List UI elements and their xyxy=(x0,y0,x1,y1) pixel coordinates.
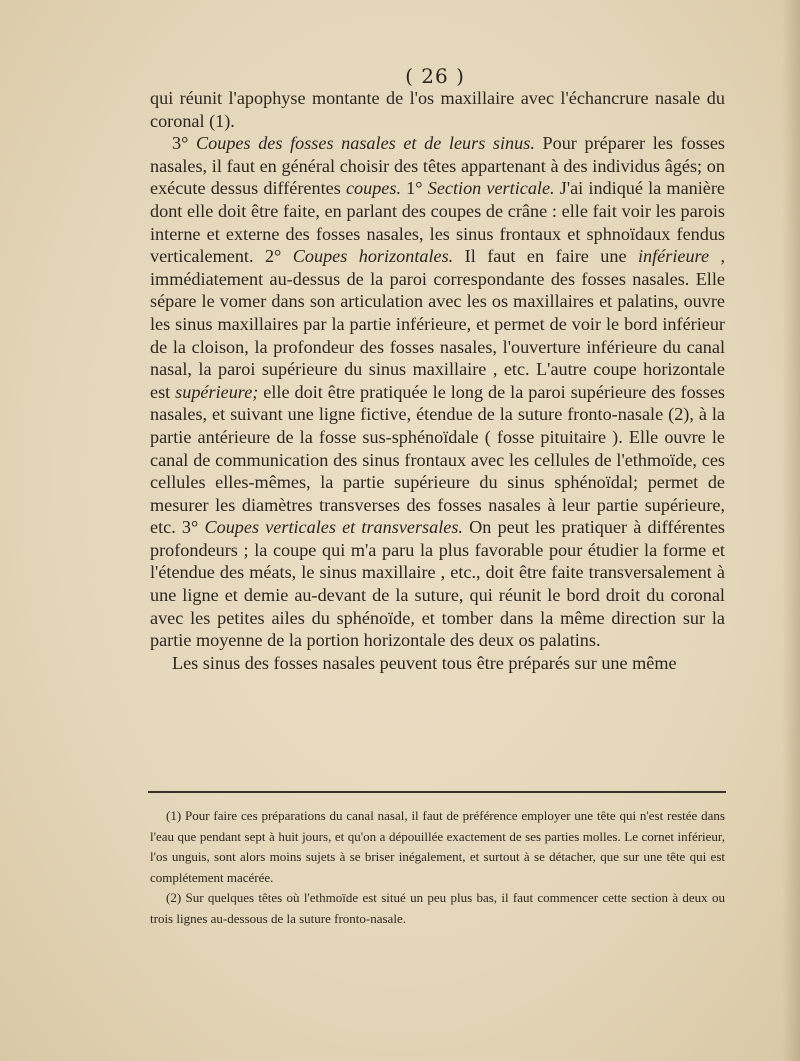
text-run: elle doit être pratiquée le long de la paroi supérieure des fosses nasales, et suivant une ligne fictive, étendue de la suture fronto-nasale (2), à la partie antérieure de la fosse sus-sphénoïdale ( fosse pituitaire ). Elle ouvre le canal de communication des sinus frontaux avec les cellules de l'ethmoïde, ces cellules elles-mêmes, la partie supérieure du sinus sphénoïdal; permet de mesurer les diamètres transverses des fosses nasales à leur partie supérieure, etc. 3° xyxy=(150,381,725,538)
italic-term-section-verticale: Section verticale. xyxy=(427,178,555,199)
text-run: J'ai indiqué la manière dont elle doit être faite, en parlant des coupes de crâne : elle fait voir les parois interne et externe des fosses nasales, les sinus frontaux et sphnoïdaux fendus verticalement. 2° xyxy=(150,178,725,267)
page-edge-shadow xyxy=(782,0,800,1061)
text-run: 3° xyxy=(172,133,196,154)
italic-term-superieure: supérieure; xyxy=(175,381,259,402)
text-run: On peut les pratiquer à différentes profondeurs ; la coupe qui m'a paru la plus favorable pour étudier la forme et l'étendue des méats, le sinus maxillaire , etc., doit être faite transversalement à une ligne et demie au-devant de la suture, qui réunit le bord droit du coronal avec les petites ailes du sphénoïde, et tomber dans la même direction sur la partie moyenne de la portion horizontale des deux os palatins. xyxy=(150,517,725,651)
footnote-separator xyxy=(148,791,726,793)
page-number: ( 26 ) xyxy=(405,64,465,88)
text-run: Il faut en faire une xyxy=(453,246,638,267)
paragraph-sinus: Les sinus des fosses nasales peuvent tous être préparés sur une même xyxy=(172,652,677,673)
footnote-1: (1) Pour faire ces préparations du canal nasal, il faut de préférence employer une tête qui n'est restée dans l'eau que pendant sept à huit jours, et qu'on a dépouillée exactement de ses parties molles. Le cornet inférieur, l'os unguis, sont alors moins sujets à se briser inégalement, et surtout à se détacher, que sur une tête qui est complétement macérée. xyxy=(150,808,725,885)
text-run: 1° xyxy=(401,178,428,199)
italic-term-coupes: coupes. xyxy=(345,178,402,199)
text-run: Pour préparer les fosses nasales, il faut en général choisir des têtes appartenant à des individus âgés; on exécute dessus différentes xyxy=(150,133,725,199)
footnote-2: (2) Sur quelques têtes où l'ethmoïde est situé un peu plus bas, il faut commencer cette section à deux ou trois lignes au-dessous de la suture fronto-nasale. xyxy=(150,890,725,926)
italic-term-coupes-verticales: Coupes verticales et transversales. xyxy=(204,517,463,538)
paragraph-coupes-fosses-nasales xyxy=(150,132,725,652)
italic-term-inferieure: inférieure , xyxy=(637,246,725,267)
italic-term-coupes-horizontales: Coupes horizontales. xyxy=(292,246,454,267)
italic-heading-coupes: Coupes des fosses nasales et de leurs sinus. xyxy=(196,133,535,154)
main-text xyxy=(150,87,725,674)
text-run: immédiatement au-dessus de la paroi correspondante des fosses nasales. Elle sépare le vomer dans son articulation avec les os maxillaires et palatins, ouvre les sinus maxillaires par la partie inférieure, et permet de voir le bord inférieur de la cloison, la profondeur des fosses nasales, l'ouverture inférieure du canal nasal, la paroi supérieure du sinus maxillaire , etc. L'autre coupe horizontale est xyxy=(150,268,725,402)
paragraph-continuation: qui réunit l'apophyse montante de l'os maxillaire avec l'échancrure nasale du coronal (1). xyxy=(150,88,725,131)
footnotes xyxy=(150,806,725,929)
